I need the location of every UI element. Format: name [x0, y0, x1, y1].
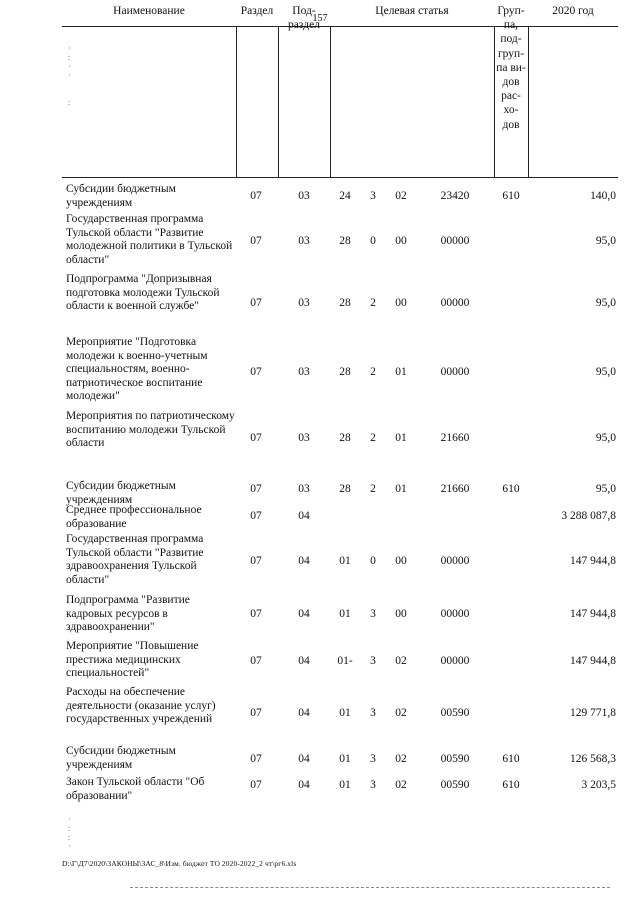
- table-row: [0, 213, 640, 271]
- cell-podrazdel: 03: [298, 483, 310, 495]
- file-path-footer: D:\Г\Д7\2020\ЗАКОНЫ\ЗАС_8\Изм. бюджет ТО 2020-2022_2 чт\рг6.xls: [62, 859, 297, 868]
- cell-c3: 01: [395, 432, 407, 444]
- table-row: [0, 745, 640, 777]
- cell-podrazdel: 03: [298, 235, 310, 247]
- cell-amount: 140,0: [590, 190, 616, 202]
- cell-c4: 00590: [440, 753, 470, 765]
- cell-vid: 610: [502, 753, 520, 765]
- cell-c1: 01-: [337, 655, 353, 667]
- cell-podrazdel: 04: [298, 707, 310, 719]
- cell-razdel: 07: [250, 235, 262, 247]
- row-name: Подпрограмма "Допризывная подготовка молодежи Тульской области к военной службе": [66, 273, 220, 312]
- cell-razdel: 07: [250, 655, 262, 667]
- row-name: Мероприятия по патриотическому воспитанию молодежи Тульской области: [66, 410, 235, 449]
- cell-c2: 3: [370, 753, 376, 765]
- row-name: Субсидии бюджетным учреждениям: [66, 745, 176, 771]
- cell-c4: 21660: [440, 432, 470, 444]
- cell-c4: 00000: [440, 608, 470, 620]
- cell-c4: 23420: [440, 190, 470, 202]
- scan-specks: · : : ·: [68, 815, 71, 851]
- cell-c3: 00: [395, 555, 407, 567]
- row-name: Субсидии бюджетным учреждениям: [66, 183, 176, 209]
- cell-c1: 28: [339, 432, 351, 444]
- cell-c3: 00: [395, 235, 407, 247]
- cell-razdel: 07: [250, 190, 262, 202]
- cell-razdel: 07: [250, 555, 262, 567]
- cell-amount: 3 288 087,8: [561, 510, 616, 522]
- row-name: Государственная программа Тульской области "Развитие здравоохранения Тульской области": [66, 533, 204, 586]
- row-name: Мероприятие "Повышение престижа медицинских специальностей": [66, 640, 199, 679]
- cell-c3: 02: [395, 707, 407, 719]
- cell-razdel: 07: [250, 779, 262, 791]
- cell-c2: 2: [370, 297, 376, 309]
- cell-c2: 3: [370, 190, 376, 202]
- cell-razdel: 07: [250, 510, 262, 522]
- cell-c4: 00000: [440, 366, 470, 378]
- cell-c2: 2: [370, 483, 376, 495]
- cell-podrazdel: 04: [298, 510, 310, 522]
- cell-c3: 02: [395, 779, 407, 791]
- header-name: Наименование: [113, 5, 185, 17]
- scan-specks: · : · · :: [68, 44, 71, 107]
- cell-c1: 28: [339, 297, 351, 309]
- table-row: [0, 594, 640, 640]
- cell-c2: 3: [370, 707, 376, 719]
- table-row: [0, 336, 640, 406]
- cell-amount: 126 568,3: [570, 753, 616, 765]
- cell-c1: 01: [339, 753, 351, 765]
- cell-amount: 147 944,8: [570, 608, 616, 620]
- header-group: Груп- па, под- груп- па ви- дов рас- хо- дов: [496, 5, 526, 131]
- cell-podrazdel: 04: [298, 608, 310, 620]
- cell-razdel: 07: [250, 483, 262, 495]
- page-number: 157: [312, 13, 328, 24]
- cell-c2: 0: [370, 555, 376, 567]
- cell-c4: 00000: [440, 555, 470, 567]
- cell-amount: 147 944,8: [570, 655, 616, 667]
- table-row: [0, 504, 640, 534]
- cell-razdel: 07: [250, 366, 262, 378]
- cell-c1: 01: [339, 608, 351, 620]
- cell-c2: 3: [370, 779, 376, 791]
- header-year: 2020 год: [552, 5, 594, 17]
- cell-podrazdel: 03: [298, 190, 310, 202]
- cell-c4: 00590: [440, 707, 470, 719]
- cell-c4: 00000: [440, 655, 470, 667]
- cell-podrazdel: 03: [298, 432, 310, 444]
- cell-razdel: 07: [250, 608, 262, 620]
- cell-c4: 00000: [440, 297, 470, 309]
- cell-c1: 01: [339, 707, 351, 719]
- cell-c3: 01: [395, 483, 407, 495]
- row-name: Мероприятие "Подготовка молодежи к военно-учетным специальностям, военно-патриотическое воспитание молодежи": [66, 336, 208, 402]
- header-section: Раздел: [240, 5, 274, 17]
- cell-c2: 0: [370, 235, 376, 247]
- footer-rule: [130, 887, 610, 888]
- cell-razdel: 07: [250, 297, 262, 309]
- row-name: Закон Тульской области "Об образовании": [66, 776, 205, 802]
- cell-amount: 95,0: [595, 366, 616, 378]
- row-name: Государственная программа Тульской области "Развитие молодежной политики в Тульской области": [66, 213, 233, 266]
- cell-c3: 02: [395, 655, 407, 667]
- table-row: [0, 533, 640, 593]
- cell-c1: 01: [339, 555, 351, 567]
- cell-c2: 2: [370, 432, 376, 444]
- row-name: Среднее профессиональное образование: [66, 504, 202, 530]
- cell-podrazdel: 04: [298, 655, 310, 667]
- cell-c1: 01: [339, 779, 351, 791]
- table-row: [0, 410, 640, 470]
- cell-c2: 2: [370, 366, 376, 378]
- cell-c4: 21660: [440, 483, 470, 495]
- table-row: [0, 183, 640, 211]
- header-subsection: Под- раздел: [288, 5, 320, 32]
- table-row: [0, 776, 640, 808]
- cell-amount: 95,0: [595, 483, 616, 495]
- cell-podrazdel: 03: [298, 366, 310, 378]
- row-name: Подпрограмма "Развитие кадровых ресурсов в здравоохранении": [66, 594, 190, 633]
- cell-c1: 28: [339, 235, 351, 247]
- cell-amount: 3 203,5: [581, 779, 616, 791]
- cell-c3: 02: [395, 753, 407, 765]
- table-row: [0, 640, 640, 686]
- cell-vid: 610: [502, 190, 520, 202]
- cell-amount: 95,0: [595, 432, 616, 444]
- cell-c4: 00000: [440, 235, 470, 247]
- header-target: Целевая статья: [375, 5, 449, 17]
- cell-podrazdel: 04: [298, 753, 310, 765]
- cell-amount: 129 771,8: [570, 707, 616, 719]
- table-row: [0, 273, 640, 335]
- cell-c3: 00: [395, 297, 407, 309]
- cell-c1: 28: [339, 366, 351, 378]
- row-name: Расходы на обеспечение деятельности (оказание услуг) государственных учреждений: [66, 686, 216, 725]
- cell-c3: 00: [395, 608, 407, 620]
- cell-c3: 02: [395, 190, 407, 202]
- cell-c3: 01: [395, 366, 407, 378]
- cell-amount: 147 944,8: [570, 555, 616, 567]
- cell-amount: 95,0: [595, 297, 616, 309]
- cell-c1: 24: [339, 190, 351, 202]
- table-row: [0, 686, 640, 738]
- cell-razdel: 07: [250, 753, 262, 765]
- row-name: Субсидии бюджетным учреждениям: [66, 480, 176, 506]
- cell-podrazdel: 03: [298, 297, 310, 309]
- cell-amount: 95,0: [595, 235, 616, 247]
- cell-razdel: 07: [250, 707, 262, 719]
- cell-c2: 3: [370, 655, 376, 667]
- cell-vid: 610: [502, 779, 520, 791]
- cell-razdel: 07: [250, 432, 262, 444]
- cell-podrazdel: 04: [298, 555, 310, 567]
- cell-c4: 00590: [440, 779, 470, 791]
- cell-vid: 610: [502, 483, 520, 495]
- cell-c1: 28: [339, 483, 351, 495]
- cell-podrazdel: 04: [298, 779, 310, 791]
- cell-c2: 3: [370, 608, 376, 620]
